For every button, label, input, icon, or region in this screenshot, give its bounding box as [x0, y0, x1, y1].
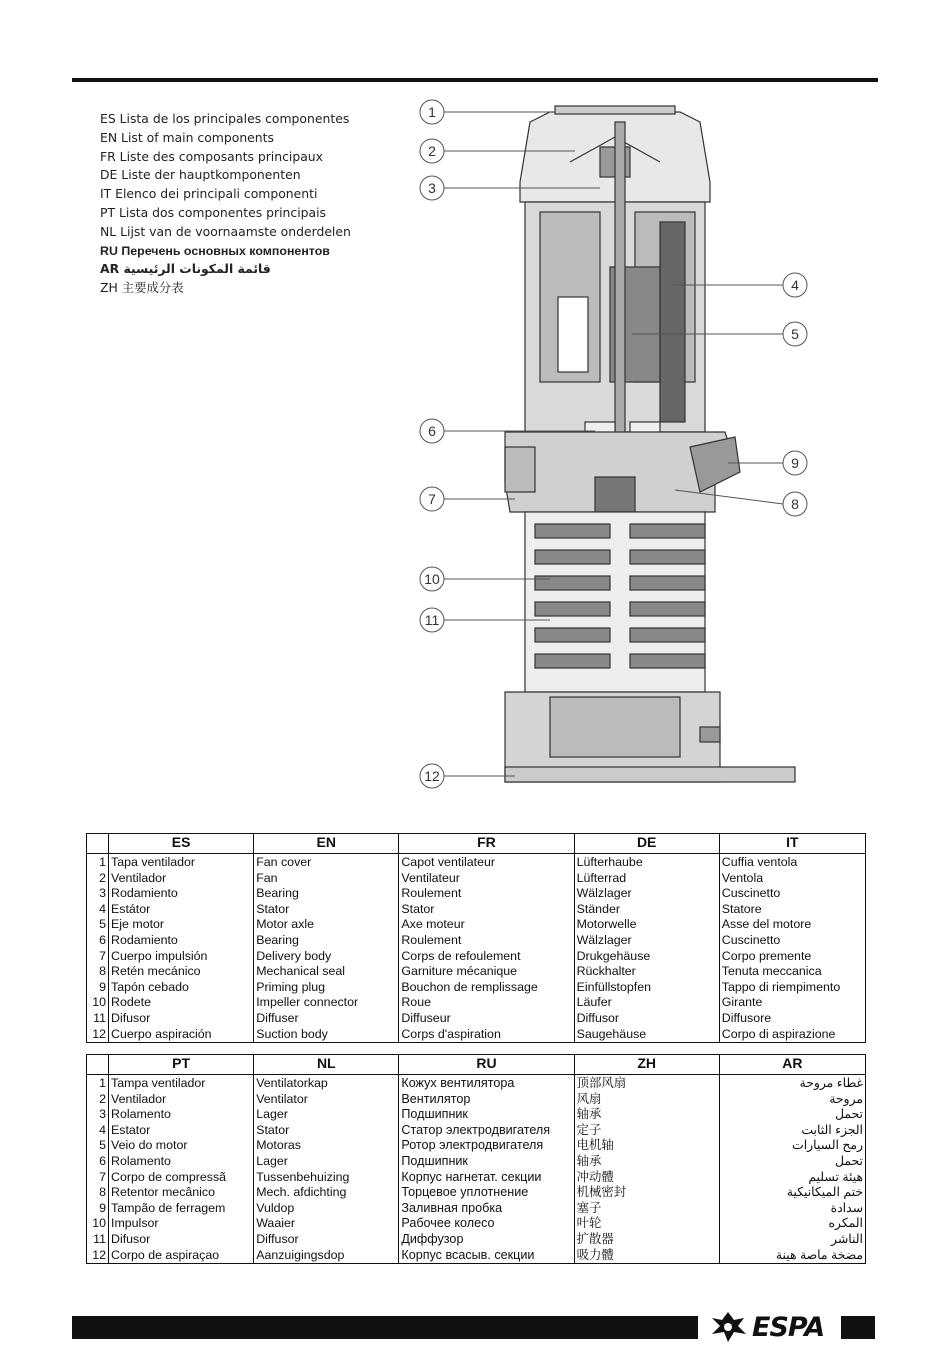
table-cell: Diffusor [254, 1232, 399, 1248]
table-cell: Cuffia ventola [719, 854, 865, 871]
table-row [87, 1107, 866, 1123]
table-cell: تحمل [719, 1107, 865, 1123]
row-number: 2 [87, 871, 109, 887]
espa-logo-icon [708, 1310, 748, 1344]
table-cell: Girante [719, 995, 865, 1011]
table-cell: Cuscinetto [719, 886, 865, 902]
table-cell: Bouchon de remplissage [399, 980, 574, 996]
table-cell: تحمل [719, 1154, 865, 1170]
table-cell: Рабочее колесо [399, 1216, 574, 1232]
table-cell: رمح السيارات [719, 1138, 865, 1154]
table-cell: سدادة [719, 1201, 865, 1217]
language-list [100, 110, 351, 298]
table-row [87, 902, 866, 918]
row-number: 11 [87, 1011, 109, 1027]
callout-7 [420, 487, 515, 511]
table-cell: Eje motor [109, 917, 254, 933]
svg-text:5: 5 [791, 326, 799, 342]
header-it: IT [719, 834, 865, 854]
table-cell: Ventilador [109, 871, 254, 887]
header-de: DE [574, 834, 719, 854]
row-number: 6 [87, 933, 109, 949]
table-cell: Ventilador [109, 1092, 254, 1108]
table-cell: Mech. afdichting [254, 1185, 399, 1201]
table-cell: Rodete [109, 995, 254, 1011]
lang-list-item: NL Lijst van de voornaamste onderdelen [100, 223, 351, 239]
table-cell: ختم الميكانيكية [719, 1185, 865, 1201]
table-row [87, 1138, 866, 1154]
header-nl: NL [254, 1055, 399, 1075]
header-ar: AR [719, 1055, 865, 1075]
header-zh: ZH [574, 1055, 719, 1075]
table-cell: 机械密封 [574, 1185, 719, 1201]
footer-box [841, 1316, 875, 1339]
table-cell: Cuerpo aspiración [109, 1027, 254, 1043]
table-cell: الجزء الثابت [719, 1123, 865, 1139]
table-cell: Диффузор [399, 1232, 574, 1248]
logo-text: ESPA [752, 1311, 825, 1343]
table-cell: Roue [399, 995, 574, 1011]
pump-cross-section-diagram [410, 92, 830, 797]
table-cell: Ventilateur [399, 871, 574, 887]
header-blank [87, 834, 109, 854]
table-cell: المكره [719, 1216, 865, 1232]
row-number: 10 [87, 1216, 109, 1232]
table-cell: Corps d'aspiration [399, 1027, 574, 1043]
table-cell: Waaier [254, 1216, 399, 1232]
header-en: EN [254, 834, 399, 854]
table-cell: الناشر [719, 1232, 865, 1248]
table-cell: Diffuser [254, 1011, 399, 1027]
table-cell: Veio do motor [109, 1138, 254, 1154]
table-cell: Stator [399, 902, 574, 918]
table-cell: 扩散器 [574, 1232, 719, 1248]
table-row [87, 871, 866, 887]
svg-text:12: 12 [424, 768, 440, 784]
table-row [87, 1170, 866, 1186]
table-cell: 电机轴 [574, 1138, 719, 1154]
table-row [87, 854, 866, 871]
table-row [87, 917, 866, 933]
callout-12 [420, 764, 515, 788]
table-row [87, 1216, 866, 1232]
table-cell: Rodamiento [109, 933, 254, 949]
table-cell: Garniture mécanique [399, 964, 574, 980]
table-cell: Corps de refoulement [399, 949, 574, 965]
table-row [87, 886, 866, 902]
table-row [87, 1075, 866, 1092]
table-cell: غطاء مروحة [719, 1075, 865, 1092]
table-cell: Vuldop [254, 1201, 399, 1217]
table-cell: Fan cover [254, 854, 399, 871]
table-cell: Подшипник [399, 1107, 574, 1123]
table-cell: Saugehäuse [574, 1027, 719, 1043]
table-cell: Tappo di riempimento [719, 980, 865, 996]
row-number: 5 [87, 917, 109, 933]
table-cell: Ventilator [254, 1092, 399, 1108]
svg-text:7: 7 [428, 491, 436, 507]
lang-list-item: DE Liste der hauptkomponenten [100, 167, 301, 183]
table-cell: Corpo de aspiraçao [109, 1248, 254, 1264]
row-number: 1 [87, 854, 109, 871]
table-cell: Rolamento [109, 1154, 254, 1170]
table-cell: 吸力體 [574, 1248, 719, 1264]
table-cell: Difusor [109, 1011, 254, 1027]
table-cell: Заливная пробка [399, 1201, 574, 1217]
table-cell: Ständer [574, 902, 719, 918]
header-ru: RU [399, 1055, 574, 1075]
table-row [87, 995, 866, 1011]
table-cell: مضخة ماصة هينة [719, 1248, 865, 1264]
table-cell: Corpo premente [719, 949, 865, 965]
header-pt: PT [109, 1055, 254, 1075]
table-row [87, 1201, 866, 1217]
table-row [87, 1123, 866, 1139]
lang-list-item: RU Перечень основных компонентов [100, 243, 330, 258]
table-row [87, 949, 866, 965]
table-cell: Läufer [574, 995, 719, 1011]
svg-text:11: 11 [424, 612, 440, 628]
row-number: 6 [87, 1154, 109, 1170]
lang-list-item: IT Elenco dei principali componenti [100, 186, 318, 202]
table-cell: Rückhalter [574, 964, 719, 980]
table-cell: Einfüllstopfen [574, 980, 719, 996]
table-row [87, 1092, 866, 1108]
table-cell: Tampão de ferragem [109, 1201, 254, 1217]
table-cell: Tussenbehuizing [254, 1170, 399, 1186]
lang-list-item: FR Liste des composants principaux [100, 148, 323, 164]
svg-text:4: 4 [791, 277, 799, 293]
table-header-row [87, 834, 866, 854]
row-number: 2 [87, 1092, 109, 1108]
table-row [87, 1154, 866, 1170]
table-cell: Rolamento [109, 1107, 254, 1123]
table-cell: Difusor [109, 1232, 254, 1248]
row-number: 7 [87, 949, 109, 965]
table-cell: Кожух вентилятора [399, 1075, 574, 1092]
table-row [87, 964, 866, 980]
components-table-1 [86, 833, 866, 1043]
table-cell: Motor axle [254, 917, 399, 933]
table-header-row [87, 1055, 866, 1075]
svg-text:8: 8 [791, 496, 799, 512]
table-cell: Lüfterhaube [574, 854, 719, 871]
table-row [87, 933, 866, 949]
table-cell: مروحة [719, 1092, 865, 1108]
svg-text:1: 1 [428, 104, 436, 120]
row-number: 11 [87, 1232, 109, 1248]
table-cell: Ротор электродвигателя [399, 1138, 574, 1154]
footer-bar [72, 1316, 698, 1339]
table-cell: Axe moteur [399, 917, 574, 933]
svg-text:10: 10 [424, 571, 440, 587]
table-cell: Impeller connector [254, 995, 399, 1011]
espa-logo [708, 1308, 824, 1346]
row-number: 4 [87, 902, 109, 918]
table-cell: Capot ventilateur [399, 854, 574, 871]
table-cell: Roulement [399, 886, 574, 902]
table-cell: 顶部风扇 [574, 1075, 719, 1092]
table-cell: هيئة تسليم [719, 1170, 865, 1186]
lang-list-item: PT Lista dos componentes principais [100, 204, 326, 220]
row-number: 8 [87, 1185, 109, 1201]
table-cell: Bearing [254, 886, 399, 902]
table-cell: 冲动體 [574, 1170, 719, 1186]
svg-text:6: 6 [428, 423, 436, 439]
table-cell: Stator [254, 1123, 399, 1139]
row-number: 5 [87, 1138, 109, 1154]
table-cell: Motoras [254, 1138, 399, 1154]
table-cell: Stator [254, 902, 399, 918]
table-cell: Mechanical seal [254, 964, 399, 980]
table-cell: Estator [109, 1123, 254, 1139]
table-cell: Bearing [254, 933, 399, 949]
table-cell: Tapa ventilador [109, 854, 254, 871]
svg-text:2: 2 [428, 143, 436, 159]
lang-list-item: ES Lista de los principales componentes [100, 111, 350, 126]
table-cell: Corpo de compressã [109, 1170, 254, 1186]
table-cell: Статор электродвигателя [399, 1123, 574, 1139]
table-row [87, 1185, 866, 1201]
table-cell: 轴承 [574, 1154, 719, 1170]
row-number: 12 [87, 1248, 109, 1264]
table-cell: Ventilatorkap [254, 1075, 399, 1092]
table-cell: Lüfterrad [574, 871, 719, 887]
table-cell: Priming plug [254, 980, 399, 996]
svg-text:9: 9 [791, 455, 799, 471]
lang-list-item: AR قائمة المكونات الرئيسية [100, 261, 271, 277]
row-number: 3 [87, 886, 109, 902]
table-cell: Tenuta meccanica [719, 964, 865, 980]
table-cell: Fan [254, 871, 399, 887]
table-row [87, 1248, 866, 1264]
svg-text:3: 3 [428, 180, 436, 196]
row-number: 8 [87, 964, 109, 980]
row-number: 3 [87, 1107, 109, 1123]
table-cell: 塞子 [574, 1201, 719, 1217]
lang-list-item: ZH 主要成分表 [100, 280, 184, 296]
top-rule [72, 78, 878, 82]
table-row [87, 1232, 866, 1248]
table-cell: Корпус всасыв. секции [399, 1248, 574, 1264]
table-cell: Asse del motore [719, 917, 865, 933]
table-cell: 定子 [574, 1123, 719, 1139]
table-cell: Diffuseur [399, 1011, 574, 1027]
table-cell: Estátor [109, 902, 254, 918]
components-table-2 [86, 1054, 866, 1264]
header-fr: FR [399, 834, 574, 854]
table-cell: Rodamiento [109, 886, 254, 902]
table-cell: 叶轮 [574, 1216, 719, 1232]
row-number: 1 [87, 1075, 109, 1092]
row-number: 12 [87, 1027, 109, 1043]
table-cell: Cuerpo impulsión [109, 949, 254, 965]
table-cell: Diffusor [574, 1011, 719, 1027]
table-cell: Wälzlager [574, 933, 719, 949]
table-cell: Impulsor [109, 1216, 254, 1232]
table-cell: Wälzlager [574, 886, 719, 902]
table-row [87, 1027, 866, 1043]
table-cell: Statore [719, 902, 865, 918]
row-number: 9 [87, 980, 109, 996]
table-cell: Corpo di aspirazione [719, 1027, 865, 1043]
table-cell: Aanzuigingsdop [254, 1248, 399, 1264]
header-es: ES [109, 834, 254, 854]
table-cell: Lager [254, 1154, 399, 1170]
table-cell: Retentor mecânico [109, 1185, 254, 1201]
table-cell: 轴承 [574, 1107, 719, 1123]
row-number: 9 [87, 1201, 109, 1217]
row-number: 10 [87, 995, 109, 1011]
table-cell: Cuscinetto [719, 933, 865, 949]
table-cell: Подшипник [399, 1154, 574, 1170]
header-blank [87, 1055, 109, 1075]
table-cell: Tapón cebado [109, 980, 254, 996]
row-number: 4 [87, 1123, 109, 1139]
table-cell: Корпус нагнетат. секции [399, 1170, 574, 1186]
table-row [87, 1011, 866, 1027]
table-cell: Ventola [719, 871, 865, 887]
table-cell: Roulement [399, 933, 574, 949]
row-number: 7 [87, 1170, 109, 1186]
table-cell: Retén mecánico [109, 964, 254, 980]
table-cell: Diffusore [719, 1011, 865, 1027]
table-cell: Торцевое уплотнение [399, 1185, 574, 1201]
table-cell: Suction body [254, 1027, 399, 1043]
table-cell: Motorwelle [574, 917, 719, 933]
lang-list-item: EN List of main components [100, 129, 274, 145]
table-cell: Drukgehäuse [574, 949, 719, 965]
table-cell: 风扇 [574, 1092, 719, 1108]
table-cell: Lager [254, 1107, 399, 1123]
table-cell: Tampa ventilador [109, 1075, 254, 1092]
table-cell: Delivery body [254, 949, 399, 965]
table-cell: Вентилятор [399, 1092, 574, 1108]
table-row [87, 980, 866, 996]
